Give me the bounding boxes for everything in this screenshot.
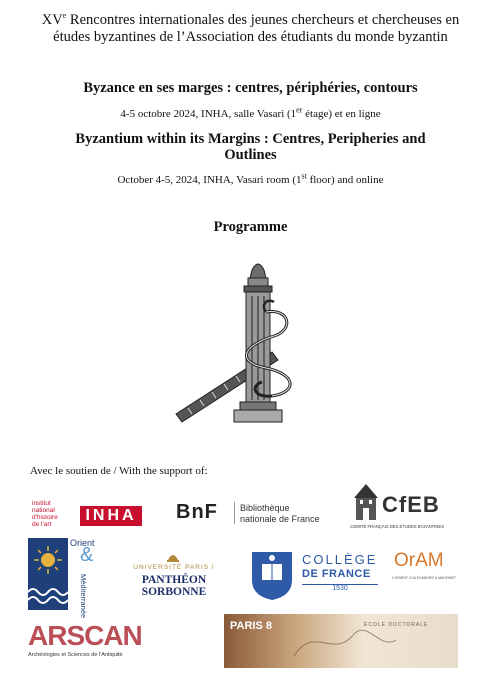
dates-french: 4-5 octobre 2024, INHA, salle Vasari (1er étage) et en ligne [120, 105, 381, 120]
arscan-logo [28, 620, 142, 664]
serpent-column-emblem [170, 256, 320, 431]
pantheon-sorbonne-logo [114, 550, 234, 598]
ps-line-2: PANTHÉON SORBONNE [141, 574, 207, 598]
waves-icon [28, 584, 68, 610]
programme-heading: Programme [213, 219, 288, 235]
orient-text: Orient [70, 538, 95, 548]
pantheon-dome-icon [166, 550, 180, 562]
arscan-mark: ARSCAN [28, 620, 142, 651]
oram-logo [392, 548, 458, 588]
conference-header [0, 12, 501, 46]
inha-text-2: national [32, 507, 55, 514]
bnf-divider [234, 502, 235, 524]
title-french: Byzance en ses marges : centres, périphéries, contours [83, 80, 418, 96]
header-line-2: études byzantines de l’Association des étudiants du monde byzantin [53, 29, 448, 45]
title-english [0, 131, 501, 163]
cdf-line-2: DE FRANCE [302, 568, 371, 580]
ps-line-1: UNIVERSITÉ PARIS I [133, 564, 215, 571]
cfeb-logo [350, 482, 460, 534]
bnf-text-1: Bibliothèque [240, 503, 290, 513]
p8-mark: PARIS 8 [230, 620, 272, 632]
bnf-text-2: nationale de France [240, 514, 320, 524]
orient-amp: & [80, 544, 94, 566]
inha-text-4: de l'art [32, 521, 52, 528]
p8-text: ÉCOLE DOCTORALE [364, 622, 429, 628]
cfeb-mark: CfEB [382, 492, 440, 517]
title-english-line-1: Byzantium within its Margins : Centres, Peripheries and [75, 131, 426, 147]
bnf-logo [176, 500, 326, 528]
paris8-banner-logo [224, 614, 458, 668]
dates-english: October 4-5, 2024, INHA, Vasari room (1st floor) and online [117, 171, 384, 186]
cdf-line-3: 1530 [302, 584, 378, 592]
oram-mark: OrAM [394, 550, 444, 571]
cdf-line-1: COLLÈGE [302, 552, 378, 567]
college-de-france-logo [248, 546, 382, 602]
oram-text: L'ORIENT, D'ALEXANDRE À MAHOMET [392, 576, 456, 580]
inha-mark: INHA [80, 506, 142, 526]
title-english-line-2: Outlines [224, 147, 277, 163]
inha-text-1: institut [32, 500, 51, 507]
sun-icon [32, 544, 64, 576]
cfeb-text: COMITÉ FRANÇAIS DES ÉTUDES BYZANTINES [350, 524, 444, 529]
inha-text-3: d'histoire [32, 514, 58, 521]
inha-logo [28, 498, 146, 530]
header-line-1: XVe Rencontres internationales des jeunes chercheurs et chercheuses en [41, 11, 460, 28]
calligraphy-icon [284, 620, 404, 664]
orient-mediterranee-logo [28, 538, 100, 619]
arscan-text: Archéologies et Sciences de l'Antiquité [28, 652, 123, 658]
mediterranee-text: Méditerranée [79, 574, 88, 619]
bnf-mark: BnF [176, 501, 218, 523]
college-crest-icon [248, 546, 296, 602]
support-label: Avec le soutien de / With the support of: [30, 465, 208, 477]
church-icon [352, 482, 380, 522]
